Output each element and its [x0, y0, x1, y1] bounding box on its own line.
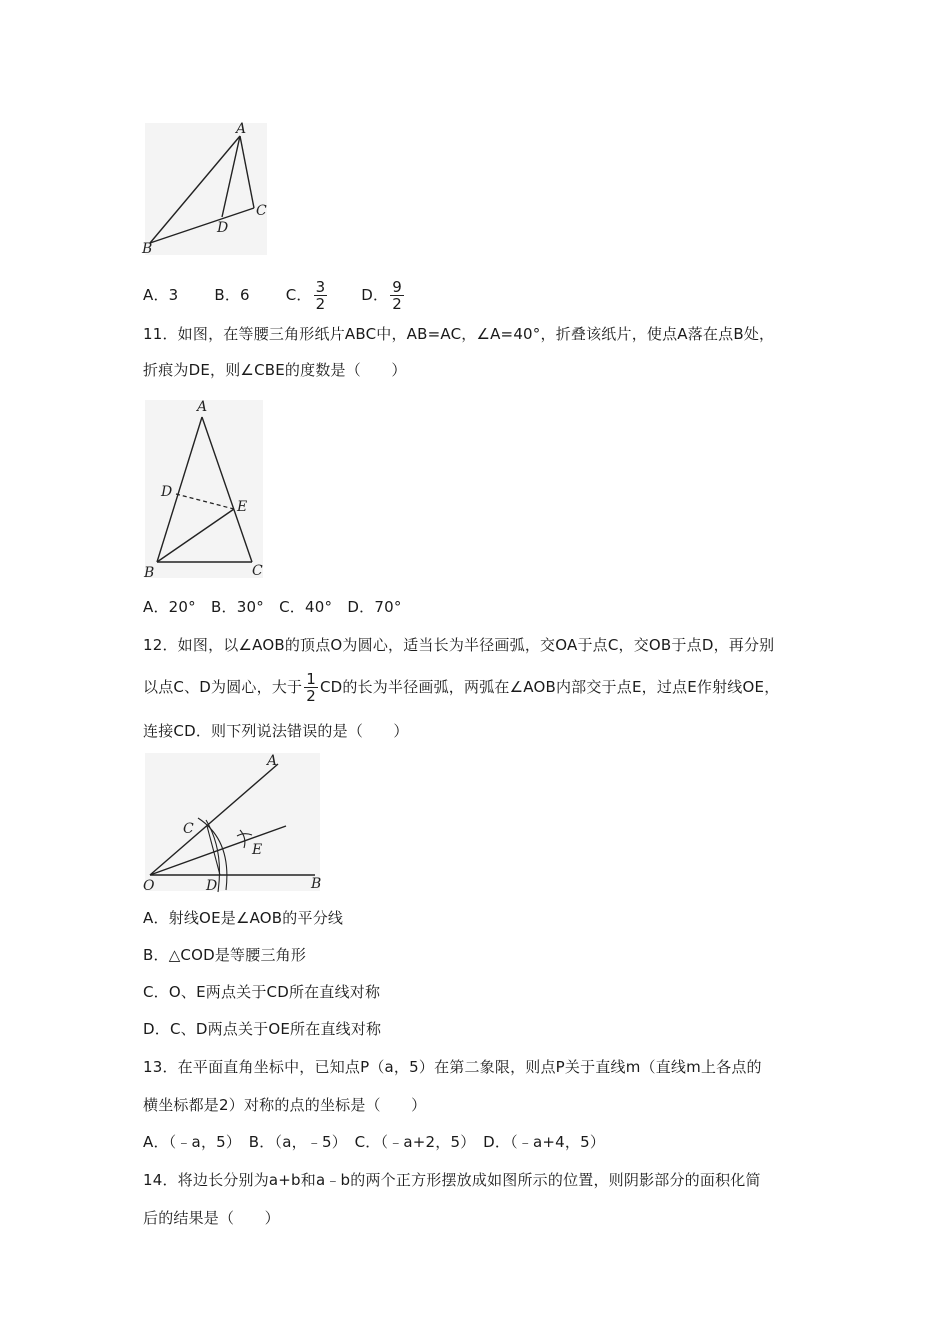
q13-options: A．（﹣a，5） B．（a，﹣5） C．（﹣a+2，5） D．（﹣a+4，5） — [143, 1133, 606, 1151]
q12-label-b: B — [311, 876, 322, 892]
q13-text-line1: 13．在平面直角坐标中，已知点P（a，5）在第二象限，则点P关于直线m（直线m上各点的 — [143, 1058, 762, 1076]
q12-label-d: D — [206, 878, 218, 894]
q10-label-c: C — [256, 203, 267, 219]
q12-option-a: A．射线OE是∠AOB的平分线 — [143, 909, 344, 927]
q11-text-line1: 11．如图，在等腰三角形纸片ABC中，AB=AC，∠A=40°，折叠该纸片，使点A落在点B处， — [143, 325, 775, 343]
q10-option-d-denominator: 2 — [392, 295, 402, 313]
q10-option-d-numerator: 9 — [392, 278, 402, 296]
q11-label-e: E — [237, 499, 248, 515]
q14-text-line2: 后的结果是（ ） — [143, 1209, 280, 1227]
q14-text-line1: 14．将边长分别为a+b和a﹣b的两个正方形摆放成如图所示的位置，则阴影部分的面积化简 — [143, 1171, 761, 1189]
q10-label-b: B — [142, 241, 153, 257]
q12-text-line3: 连接CD．则下列说法错误的是（ ） — [143, 722, 409, 740]
q12-option-b: B．△COD是等腰三角形 — [143, 946, 307, 964]
q11-options: A．20° B．30° C．40° D．70° — [143, 598, 402, 616]
q10-option-a: A．3 — [143, 286, 179, 304]
q10-option-d: D． $\frac{9}{2}$ — [361, 278, 402, 313]
q12-label-o: O — [143, 878, 155, 894]
q12-option-d: D．C、D两点关于OE所在直线对称 — [143, 1020, 382, 1038]
q11-label-d: D — [161, 484, 173, 500]
q12-angle-bisector-figure — [140, 750, 325, 895]
q11-label-b: B — [144, 565, 155, 581]
q12-option-c: C．O、E两点关于CD所在直线对称 — [143, 983, 381, 1001]
q10-triangle-figure — [140, 120, 275, 260]
q12-text-line2: 以点C、D为圆心，大于 $\frac{1}{2}$ CD的长为半径画弧，两弧在∠AOB内部交于点E，过点E作射线OE， — [143, 670, 780, 705]
q10-option-c-numerator: 3 — [315, 278, 326, 296]
q10-label-a: A — [236, 121, 247, 137]
q13-text-line2: 横坐标都是2）对称的点的坐标是（ ） — [143, 1096, 427, 1114]
q12-fraction-half: $\frac{1}{2}$ — [306, 670, 316, 705]
q11-text-line2: 折痕为DE，则∠CBE的度数是（ ） — [143, 361, 407, 379]
q11-label-c: C — [252, 563, 263, 579]
q12-label-a: A — [267, 753, 278, 769]
q10-label-d: D — [217, 220, 229, 236]
q12-label-e: E — [252, 842, 263, 858]
q10-option-c-denominator: 2 — [315, 295, 326, 313]
q10-option-b: B．6 — [214, 286, 250, 304]
q10-option-c: C． $\frac{3}{2}$ — [285, 278, 326, 313]
q11-label-a: A — [197, 399, 208, 415]
q12-text-line1: 12．如图，以∠AOB的顶点O为圆心，适当长为半径画弧，交OA于点C，交OB于点D，再分别 — [143, 636, 775, 654]
q12-label-c: C — [183, 821, 194, 837]
q10-options — [143, 279, 406, 312]
q11-folded-triangle-figure — [140, 395, 275, 585]
